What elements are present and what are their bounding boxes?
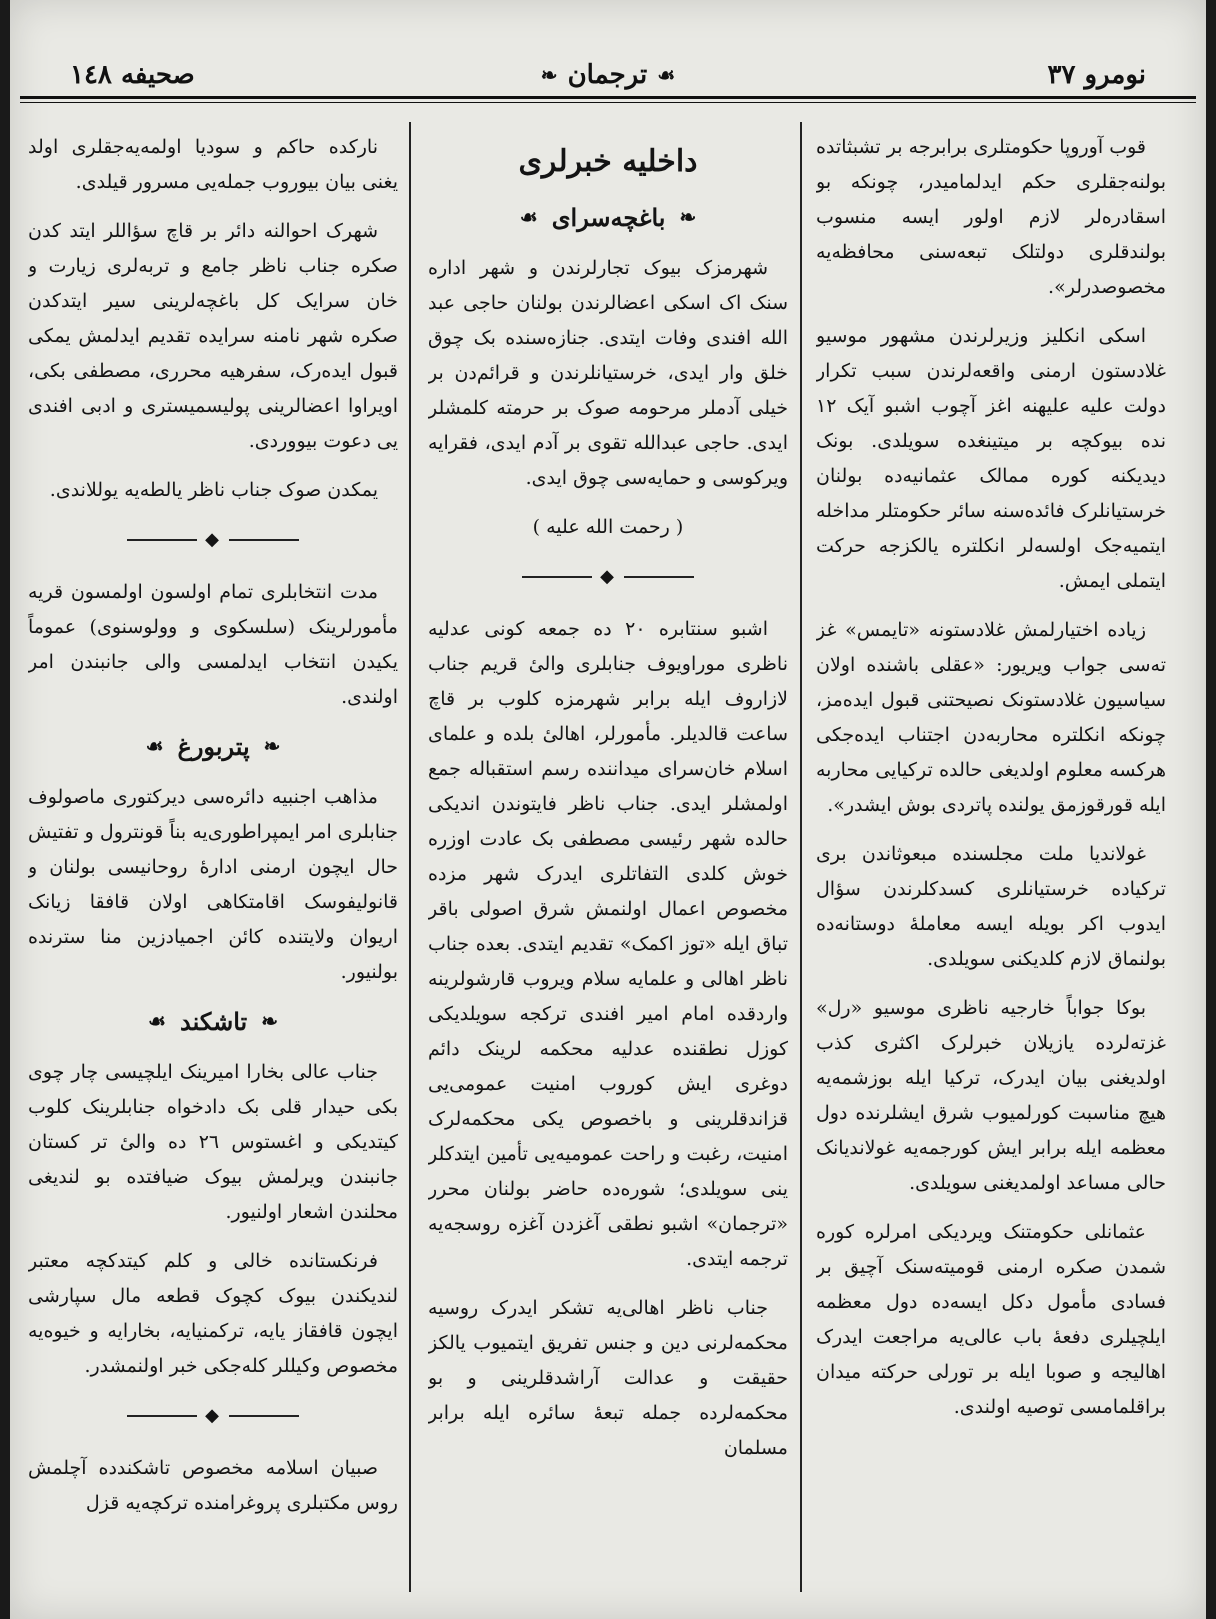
article-paragraph: شهرک احوالنه دائر بر قاچ سؤاللر ایتد کدن صکره جناب ناظر جامع و تربه‌لری زیارت و خان سرایک کل باغچه‌لرینی سیر ایتدکدن صکره شهر نامنه سرایده تقدیم ایدلمش یمکی قبول ایده‌رک، سفرهیه محرری، مصطفی بکی، اویراوا اعضالرینی پولیسمیستری و ادبی افندی یی دعوت بیووردی.: [28, 220, 398, 452]
issue-number: نومرو ٣٧: [1047, 60, 1146, 90]
flourish-icon: ❧: [263, 734, 281, 758]
article-paragraph: صبیان اسلامه مخصوص تاشکندده آچلمش روس مکتبلری پروغرامنده ترکچه‌یه قزل: [28, 1457, 398, 1514]
article-paragraph: بوکا جواباً خارجیه ناظری موسیو «رل» غزته‌لرده یازیلان خبرلرک اکثری کذب اولدیغنی بیان ایدرک، ترکیا ایله بوزشمه‌یه هیچ مناسبت کورلمیوب شرق ایشلرنده دول معظمه ایله برابر ایش کورجمه‌یه غولاندیانک حالی مساعد اولمدیغنی سویلدی.: [816, 997, 1166, 1194]
article-paragraph: نارکده حاکم و سودیا اولمه‌یه‌جقلری اولد یغنی بیان بیوروب جمله‌یی مسرور قیلدی.: [28, 136, 398, 193]
diamond-icon: ◆: [205, 529, 221, 550]
column-middle: [428, 130, 788, 1600]
page-number: صحیفه ١٤٨: [70, 60, 195, 90]
subsection-heading: [428, 200, 788, 235]
section-divider: [428, 559, 788, 594]
article-paragraph: جناب ناظر اهالی‌یه تشکر ایدرک روسیه محکمه‌لرنی دین و جنس تفریق ایتمیوب یالکز حقیقت و عدالت آراشدقلرینی و بو محکمه‌لرده جمله تبعهٔ سائره ایله برابر مسلمان: [428, 1297, 788, 1459]
section-divider: [28, 1398, 398, 1433]
article-paragraph: اسکی انکلیز وزیرلرندن مشهور موسیو غلادستون ارمنی واقعه‌لرندن سبب تکرار دولت علیه علیهنه اغز آچوب اشبو آیک ١٢ نده بیوکچه بر میتینغده سویلدی. بونک دیدیکنه کوره ممالک عثمانیه‌ده بولنان خرستیانلرک فائده‌سنه سائر حکومتلر مداخله ایتمیه‌جک اولسه‌لر انکلتره یالکزجه حرکت ایتملی ایمش.: [816, 325, 1166, 592]
divider-line: [229, 1415, 299, 1417]
column-divider: [409, 122, 411, 1592]
article-paragraph: جناب عالی بخارا امیرینک ایلچیسی چار چوی بکی حیدار قلی بک دادخواه جنابلرینک کلوب کیتدیکی و اغستوس ٢٦ ده والیٔ تر کستان جانبندن ویرلمش بیوک ضیافتده بو لندیغی محلندن اشعار اولنیور.: [28, 1061, 398, 1223]
diamond-icon: ◆: [600, 566, 616, 587]
divider-line: [127, 1415, 197, 1417]
subsection-heading: [28, 1004, 398, 1039]
subsection-title: باغچه‌سرای: [551, 203, 666, 232]
column-left: [28, 130, 398, 1600]
subsection-heading: [28, 729, 398, 764]
subsection-title: پتربورغ: [177, 732, 250, 761]
article-paragraph: شهرمزک بیوک تجارلرندن و شهر اداره سنک اک اسکی اعضالرندن بولنان حاجی عبد الله افندی وفات ایتدی. جنازه‌سنده بک چوق خلق وار ایدی، خرستیانلرندن و قرائم‌دن بر خیلی آدملر مرحومه صوک بر حرمته کلمشلر ایدی. حاجی عبدالله تقوی بر آدم ایدی، فقرایه ویرکوسی و حمایه‌سی چوق ایدی.: [428, 257, 788, 489]
subsection-title: تاشکند: [179, 1007, 248, 1036]
newspaper-name: ترجمان: [567, 60, 648, 90]
flourish-icon: ☙: [657, 63, 676, 87]
article-paragraph: عثمانلی حکومتنک ویردیکی امرلره کوره شمدن صکره ارمنی قومیته‌سنک آچیق بر فسادی مأمول دکل ایسه‌ده دول معظمه ایلچیلری دفعهٔ باب عالی‌یه مراجعت ایدرک اهالیجه و صوبا ایله بر تورلی حرکته میدان براقلمامسی توصیه اولندی.: [816, 1221, 1166, 1418]
flourish-icon: ❧: [261, 1009, 278, 1033]
divider-line: [229, 539, 299, 541]
divider-line: [522, 576, 592, 578]
column-right: [816, 130, 1166, 1600]
newspaper-title: [541, 60, 675, 90]
flourish-icon: ☙: [148, 1009, 166, 1033]
flourish-icon: ☙: [519, 205, 538, 229]
article-paragraph: مذاهب اجنبیه دائره‌سی دیرکتوری ماصولوف جنابلری امر ایمپراطوری‌یه بناً قونترول و تفتیش حال ایچون ارمنی ادارهٔ روحانیسی بولنان و قانولیفوسک اقامتکاهی اولان قافقا زیانک اریوان ولایتنده کائن اجمیادزین منا سترنده بولنیور.: [28, 786, 398, 983]
article-paragraph: فرنکستانده خالی و کلم کیتدکچه معتبر لندیکندن بیوک کچوک قطعه مال سپارشی ایچون قافقاز یایه، ترکمنیایه، بخارایه و خیوه‌یه مخصوص وکیللر کله‌جکی خبر اولنمشدر.: [28, 1250, 398, 1377]
divider-line: [127, 539, 197, 541]
header-rule: [20, 96, 1196, 99]
section-title: داخلیه خبرلری: [518, 144, 698, 179]
divider-line: [624, 576, 694, 578]
column-divider: [800, 122, 802, 1592]
section-divider: [28, 522, 398, 557]
prayer-note: ( رحمت الله علیه ): [532, 516, 684, 538]
diamond-icon: ◆: [205, 1405, 221, 1426]
flourish-icon: ❧: [679, 205, 697, 229]
article-paragraph: اشبو سنتابره ٢٠ ده جمعه کونی عدلیه ناظری موراویوف جنابلری والیٔ قریم جناب لازاروف ایله برابر شهرمزه کلوب بر قاچ ساعت قالدیلر. مأمورلر، اهالیٔ بلده و علمای اسلام خان‌سرای میداننده رسم استقباله جمع اولمشلر ایدی. جناب ناظر فایتوندن اندیکی حالده شهر رئیسی مصطفی بک عادت اوزره خوش کلدی التفاتلری ایدرک شهر مزده مخصوص اعمال اولنمش شرق اصولی باقر تباق ایله «توز اکمک» تقدیم ایتدی. بعده جناب ناظر اهالی و علمایه سلام ویروب قارشولرینه واردقده امام امیر افندی ترکجه سویلدیکی کوزل نطقنده عدلیه محکمه لرینک دائم دوغری ایش کوروب امنیت عمومی‌یی قزاندقلرینی و باخصوص یکی محکمه‌لرک امنیت، رغبت و راحت عمومیه‌یی تأمین ایتدکلر ینی سویلدی؛ شوره‌ده حاضر بولنان محرر «ترجمان» اشبو نطقی آغزدن آغزه روسجه‌یه ترجمه ایتدی.: [428, 618, 788, 1270]
article-paragraph: قوب آوروپا حکومتلری برابرجه بر تشبثاتده بولنه‌جقلری حکم ایدلمامیدر، چونکه بو اسقادره‌لر لازم اولور ایسه منسوب بولندقلری دولتلک تبعه‌سنی محافظه‌یه مخصوصدرلر».: [816, 136, 1166, 298]
article-paragraph: غولاندیا ملت مجلسنده مبعوثاندن بری ترکیاده خرستیانلری کسدکلرندن سؤال ایدوب اکر بویله ایسه معاملهٔ دوستانه‌ده بولنماق لازم کلدیکنی سویلدی.: [816, 843, 1166, 970]
masthead: [10, 40, 1206, 110]
header-rule-thin: [20, 102, 1196, 103]
article-paragraph: مدت انتخابلری تمام اولسون اولمسون قریه مأمورلرینک (سلسکوی و وولوسنوی) عموماً یکیدن انتخاب ایدلمسی والی جانبندن امر اولندی.: [28, 581, 398, 708]
article-paragraph: زیاده اختیارلمش غلادستونه «تایمس» غز ته‌سی جواب ویریور: «عقلی باشنده اولان سیاسیون غلادستونک نصیحتنی قبول ایده‌مز، چونکه انکلتره محاربه‌دن اجتناب ایده‌جکی هرکسه معلوم اولدیغی حالده ترکیایی محاربه ایله قورقوزمق یولنده پاتردی بوش ایشدر».: [816, 619, 1166, 816]
flourish-icon: ❧: [540, 63, 558, 87]
flourish-icon: ☙: [145, 734, 164, 758]
article-paragraph: یمکدن صوک جناب ناظر یالطه‌یه یوللاندی.: [49, 479, 378, 501]
newspaper-page: [10, 0, 1206, 1619]
